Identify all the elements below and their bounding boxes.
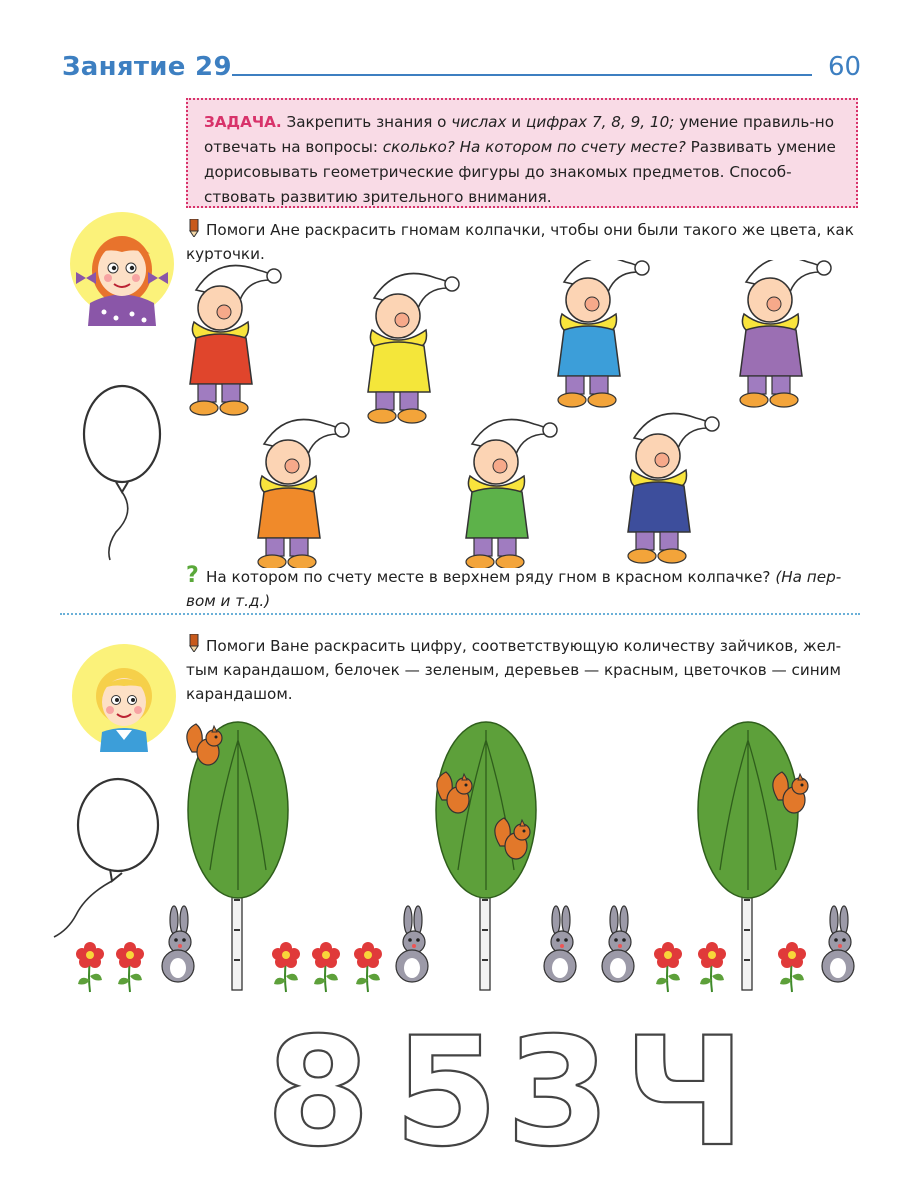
exercise1-line2: курточки. <box>186 245 265 263</box>
task-box <box>186 98 858 208</box>
exercise2-line3: карандашом. <box>186 685 293 703</box>
balloon-outline <box>76 382 172 562</box>
exercise1-line1: Помоги Ане раскрасить гномам колпачки, чтобы они были такого же цвета, как <box>206 221 854 239</box>
question-icon <box>186 563 202 585</box>
digit-8: 8 <box>266 1006 371 1180</box>
task-italic-3: сколько? На котором по счету месте? <box>382 138 686 156</box>
gnome-row-bottom <box>246 408 766 568</box>
page-number: 60 <box>828 52 862 82</box>
task-italic-1: числах <box>451 113 507 131</box>
task-italic-2: цифрах 7, 8, 9, 10; <box>526 113 675 131</box>
header-rule <box>232 74 812 76</box>
digit-4: Ч <box>624 1006 746 1180</box>
question-block <box>186 565 866 613</box>
task-text-1: Закрепить знания о <box>281 113 452 131</box>
task-text-3: умение правиль-но отвечать на вопросы: <box>204 113 835 156</box>
forest-scene <box>60 720 870 995</box>
exercise2-instruction <box>186 634 866 706</box>
pencil-icon <box>186 219 202 237</box>
exercise2-line1: Помоги Ване раскрасить цифру, соответствующую количеству зайчиков, жел- <box>206 637 842 655</box>
exercise2-line2: тым карандашом, белочек — зеленым, деревьев — красным, цветочков — синим <box>186 661 841 679</box>
question-answer-1: (На пер- <box>775 568 842 586</box>
question-answer-2: вом и т.д.) <box>186 592 271 610</box>
svg-text:?: ? <box>186 563 199 585</box>
pencil-icon <box>186 634 202 652</box>
task-text-4: Развивать умение дорисовывать геометрические фигуры до знакомых предметов. Способ-ствовать развитию зрительного внимания. <box>204 138 836 206</box>
question-text: На котором по счету месте в верхнем ряду гном в красном колпачке? <box>206 568 771 586</box>
section-divider <box>60 613 860 615</box>
lesson-title: Занятие 29 <box>62 52 232 82</box>
gnome-row-top <box>178 260 858 425</box>
digit-3: 3 <box>506 1006 611 1180</box>
task-label: ЗАДАЧА. <box>204 113 282 131</box>
task-text-2: и <box>506 113 527 131</box>
digit-5: 5 <box>394 1006 499 1180</box>
girl-avatar <box>66 208 184 326</box>
exercise1-instruction <box>186 218 866 266</box>
